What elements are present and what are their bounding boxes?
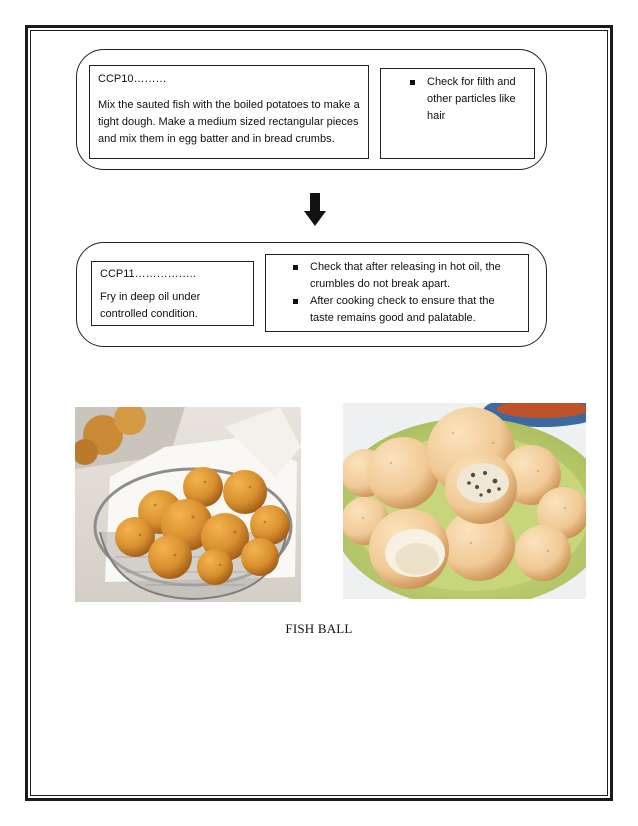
step-10-description: Mix the sauted fish with the boiled potatoes to make a tight dough. Make a medium sized rectangular pieces and mix them in egg batter and in bread crumbs. [98, 99, 360, 145]
step-11-check-list [290, 259, 520, 327]
step-11-description: Fry in deep oil under controlled condition. [100, 291, 201, 320]
step-10-process-box [89, 65, 369, 159]
arrow-down-icon [304, 193, 326, 229]
step-11-check-item-2: After cooking check to ensure that the taste remains good and palatable. [290, 293, 520, 327]
step-10-check-item: Check for filth and other particles like hair [407, 74, 526, 125]
fried-fish-balls-image [75, 407, 301, 602]
arrow-head [304, 211, 326, 226]
step-11-check-box [265, 254, 529, 332]
step-11-check-item-1: Check that after releasing in hot oil, the crumbles do not break apart. [290, 259, 520, 293]
step-11-process-box [91, 261, 254, 326]
steamed-fish-balls-image [343, 403, 586, 599]
step-11-code: CCP11…………….. [100, 268, 196, 280]
steamed-fish-balls-photo [343, 403, 586, 599]
arrow-stem [310, 193, 320, 213]
step-10-check-list [407, 74, 526, 125]
photo-caption: FISH BALL [285, 621, 353, 636]
step-10-code: CCP10……… [98, 73, 167, 85]
step-10-check-box [380, 68, 535, 159]
fried-fish-balls-photo [75, 407, 301, 602]
